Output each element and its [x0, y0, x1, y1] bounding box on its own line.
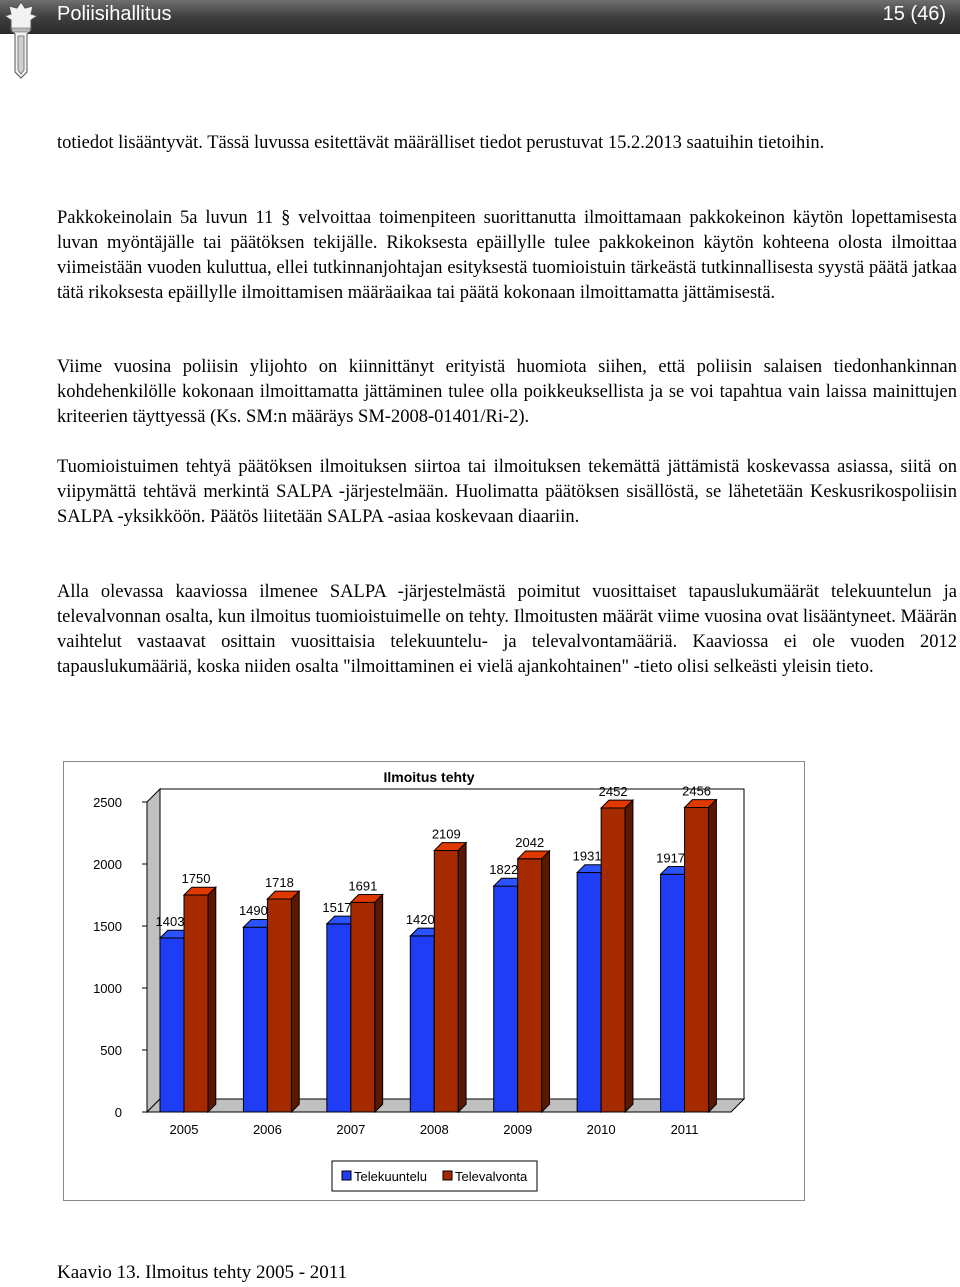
- data-label-telekuuntelu-2007: 1517: [322, 899, 352, 915]
- y-tick-label: 500: [100, 1043, 122, 1058]
- organization-name: Poliisihallitus: [57, 3, 172, 25]
- bar-telekuuntelu-2006: [243, 927, 267, 1112]
- bar-televalvonta-2005: [184, 895, 208, 1112]
- chart-side-wall: [147, 789, 160, 1112]
- page-header: [0, 0, 960, 34]
- chart-container: [63, 761, 805, 1201]
- data-label-televalvonta-2008: 2109: [431, 826, 461, 842]
- data-label-telekuuntelu-2005: 1403: [155, 914, 185, 930]
- bar-telekuuntelu-2008: [410, 936, 434, 1112]
- bar-side-televalvonta-2007: [375, 895, 383, 1112]
- y-tick-label: 1000: [93, 981, 122, 996]
- x-tick-label: 2009: [503, 1122, 533, 1137]
- y-tick-label: 2000: [93, 857, 122, 872]
- data-label-telekuuntelu-2008: 1420: [405, 911, 435, 927]
- legend-label-telekuuntelu: Telekuuntelu: [354, 1169, 427, 1184]
- x-tick-label: 2007: [336, 1122, 366, 1137]
- x-tick-label: 2005: [169, 1122, 199, 1137]
- data-label-telekuuntelu-2011: 1917: [656, 850, 686, 866]
- data-label-televalvonta-2011: 2456: [682, 783, 712, 799]
- bar-side-televalvonta-2005: [208, 887, 216, 1112]
- legend-label-televalvonta: Televalvonta: [455, 1169, 528, 1184]
- legend-swatch-telekuuntelu: [342, 1171, 351, 1180]
- bar-televalvonta-2007: [351, 902, 375, 1112]
- y-tick-label: 1500: [93, 919, 122, 934]
- bar-side-televalvonta-2009: [542, 851, 550, 1112]
- figure-caption: Kaavio 13. Ilmoitus tehty 2005 - 2011: [57, 1262, 348, 1283]
- paragraph-4: Tuomioistuimen tehtyä päätöksen ilmoituksen siirtoa tai ilmoituksen tekemättä jättämistä koskevassa asiassa, siitä on viipymättä tehtävä merkintä SALPA -järjestelmään. Huolimatta päätöksen sisällöstä, se lähetetään Keskusrikospoliisin SALPA -yksikköön. Päätös liitetään SALPA -asiaa koskevaan diaariin.: [57, 457, 957, 527]
- chart-title: Ilmoitus tehty: [383, 769, 475, 785]
- y-tick-label: 2500: [93, 795, 122, 810]
- data-label-televalvonta-2009: 2042: [515, 834, 545, 850]
- paragraph-3: Viime vuosina poliisin ylijohto on kiinnittänyt erityistä huomiota siihen, että poliisin salaisen tiedonhankinnan kohdehenkilölle kokonaan ilmoittamatta jättäminen tulee olla poikkeuksellista ja se voi tapahtua vain laissa mainittujen kriteerien täyttyessä (Ks. SM:n määräys SM-2008-01401/Ri-2).: [57, 357, 957, 427]
- x-tick-label: 2008: [419, 1122, 449, 1137]
- x-tick-label: 2010: [586, 1122, 616, 1137]
- x-tick-label: 2011: [670, 1122, 699, 1137]
- data-label-televalvonta-2006: 1718: [264, 874, 294, 890]
- y-tick-label: 0: [114, 1105, 122, 1120]
- paragraph-5: Alla olevassa kaaviossa ilmenee SALPA -järjestelmästä poimitut vuosittaiset tapauslukumäärät telekuuntelun ja televalvonnan osalta, kun ilmoitus tuomioistuimelle on tehty. Ilmoitusten määrät viime vuosina ovat lisääntyneet. Määrän vaihtelut vastaavat osittain vuosittaisia telekuuntelu- ja televalvontamääriä. Kaaviossa ei ole vuoden 2012 tapauslukumääriä, koska niiden osalta "ilmoittaminen ei vielä ajankohtainen" -tieto olisi selkeästi yleisin tieto.: [57, 582, 957, 677]
- bar-chart: [64, 762, 804, 1200]
- legend-swatch-televalvonta: [443, 1171, 452, 1180]
- page-number: 15 (46): [882, 3, 946, 25]
- data-label-telekuuntelu-2010: 1931: [572, 848, 602, 864]
- paragraph-2: Pakkokeinolain 5a luvun 11 § velvoittaa toimenpiteen suorittanutta ilmoittamaan pakkokeinon käytön lopettamisesta luvan myöntäjälle tai päätöksen tekijälle. Rikoksesta epäillylle tulee pakkokeinon käytön kohteena olosta ilmoittaa viimeistään vuoden kuluttua, ellei tutkinnanjohtajan esityksestä tuomioistuin tärkeästä tutkinnallisesta syystä päätä jatkaa tätä rikoksesta epäillylle ilmoittamisen määräaikaa tai päätä kokonaan ilmoittamatta jättämisestä.: [57, 208, 957, 303]
- bar-televalvonta-2011: [685, 807, 709, 1112]
- data-label-televalvonta-2007: 1691: [348, 878, 378, 894]
- police-emblem-icon: [3, 0, 39, 80]
- data-label-telekuuntelu-2006: 1490: [238, 903, 268, 919]
- bar-telekuuntelu-2009: [494, 886, 518, 1112]
- data-label-telekuuntelu-2009: 1822: [489, 862, 519, 878]
- bar-televalvonta-2010: [601, 808, 625, 1112]
- x-tick-label: 2006: [252, 1122, 282, 1137]
- data-label-televalvonta-2005: 1750: [181, 871, 211, 886]
- bar-side-televalvonta-2010: [625, 800, 633, 1112]
- bar-side-televalvonta-2008: [458, 843, 466, 1112]
- bar-televalvonta-2008: [434, 850, 458, 1112]
- bar-telekuuntelu-2005: [160, 938, 184, 1112]
- bar-side-televalvonta-2011: [709, 800, 717, 1112]
- bar-telekuuntelu-2007: [327, 924, 351, 1112]
- bar-televalvonta-2009: [518, 859, 542, 1112]
- bar-televalvonta-2006: [267, 899, 291, 1112]
- bar-telekuuntelu-2010: [577, 873, 601, 1112]
- data-label-televalvonta-2010: 2452: [598, 783, 628, 799]
- bar-telekuuntelu-2011: [661, 874, 685, 1112]
- paragraph-1: totiedot lisääntyvät. Tässä luvussa esitettävät määrälliset tiedot perustuvat 15.2.2013 saatuihin tietoihin.: [57, 133, 825, 153]
- bar-side-televalvonta-2006: [291, 891, 299, 1112]
